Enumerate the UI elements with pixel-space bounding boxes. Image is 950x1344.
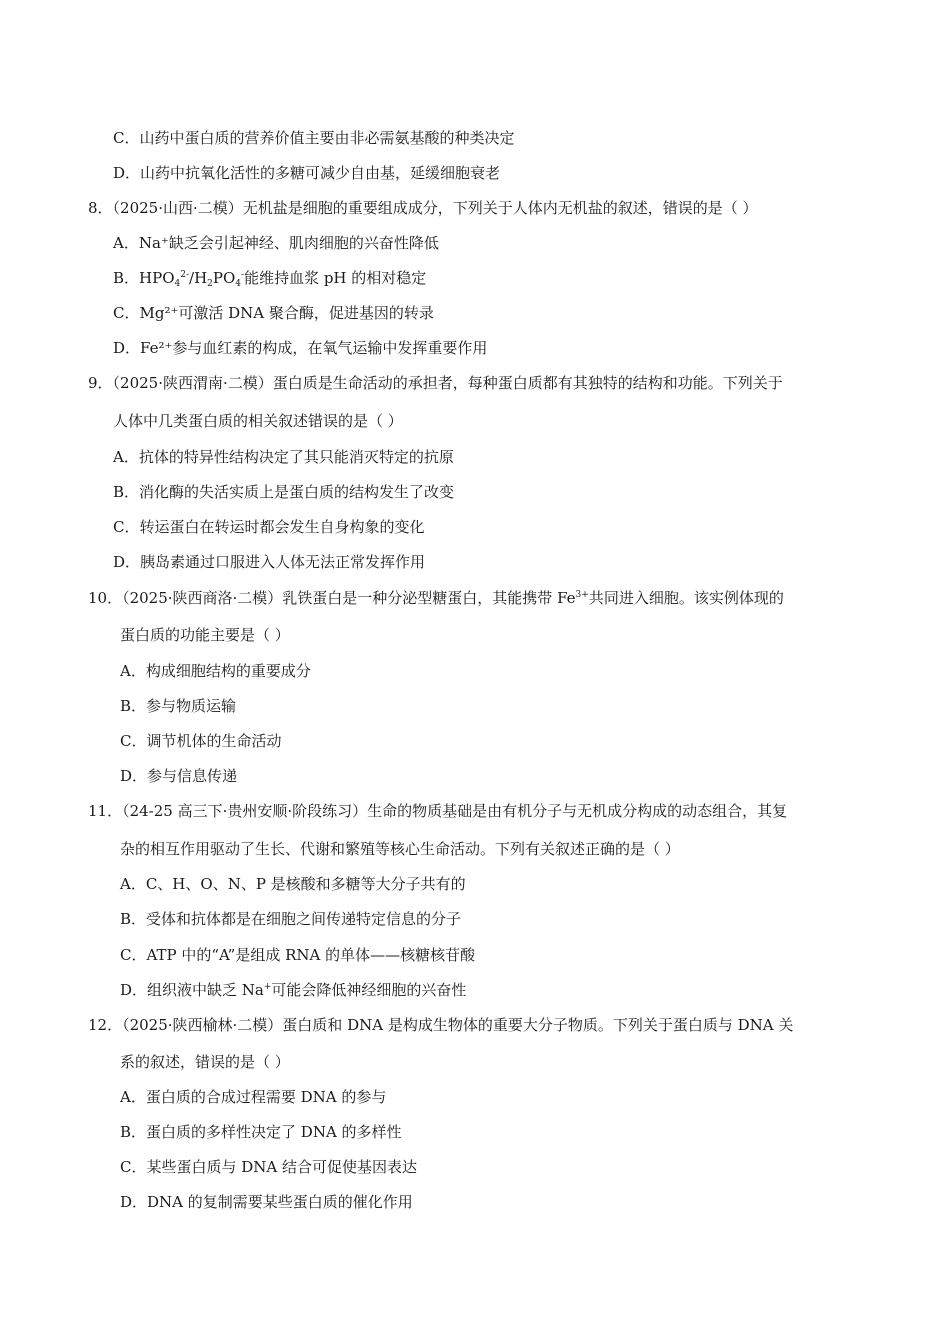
q11-option-c: C．ATP 中的“A”是组成 RNA 的单体——核糖核苷酸 xyxy=(120,946,476,964)
q9-option-a: A．抗体的特异性结构决定了其只能消灭特定的抗原 xyxy=(113,448,454,466)
q8-option-b-post: 能维持血浆 pH 的相对稳定 xyxy=(244,269,427,287)
q8-option-b-mid2: PO xyxy=(212,269,236,287)
q11-option-d-pre: D．组织液中缺乏 Na xyxy=(120,981,264,999)
q12-option-a: A．蛋白质的合成过程需要 DNA 的参与 xyxy=(120,1088,387,1106)
q8-option-c: C．Mg²⁺可激活 DNA 聚合酶，促进基因的转录 xyxy=(113,304,434,322)
q11-option-d xyxy=(120,980,466,1000)
q10-option-c: C．调节机体的生命活动 xyxy=(120,732,282,750)
q7-option-d: D．山药中抗氧化活性的多糖可减少自由基，延缓细胞衰老 xyxy=(113,164,501,182)
q8-option-b-pre: B．HPO xyxy=(113,269,175,287)
q10-stem-sup: 3+ xyxy=(575,590,589,600)
q11-stem-line1: 11．（24-25 高三下·贵州安顺·阶段练习）生命的物质基础是由有机分子与无机成分构成的动态组合，其复 xyxy=(88,802,788,820)
q8-option-b-sub1: 4 xyxy=(174,279,181,289)
q12-option-c: C．某些蛋白质与 DNA 结合可促使基因表达 xyxy=(120,1158,417,1176)
q11-option-b: B．受体和抗体都是在细胞之间传递特定信息的分子 xyxy=(120,910,462,928)
q9-option-b: B．消化酶的失活实质上是蛋白质的结构发生了改变 xyxy=(113,483,455,501)
q8-option-b-sub3: 4 xyxy=(235,279,242,289)
q8-option-b-sub2: 2 xyxy=(207,279,213,289)
q9-option-d: D．胰岛素通过口服进入人体无法正常发挥作用 xyxy=(113,553,426,571)
q12-stem-line2: 系的叙述，错误的是（ ） xyxy=(120,1053,290,1071)
q10-stem-line1 xyxy=(88,588,784,608)
q12-stem-line1: 12．（2025·陕西榆林·二模）蛋白质和 DNA 是构成生物体的重要大分子物质。下列关于蛋白质与 DNA 关 xyxy=(88,1016,794,1034)
q8-option-a: A．Na⁺缺乏会引起神经、肌肉细胞的兴奋性降低 xyxy=(113,234,439,252)
q8-option-b-sup2: - xyxy=(241,270,245,280)
q10-option-d: D．参与信息传递 xyxy=(120,767,238,785)
q8-option-b-sup1: 2- xyxy=(180,270,190,280)
q10-stem-line2: 蛋白质的功能主要是（ ） xyxy=(120,626,290,644)
q10-option-b: B．参与物质运输 xyxy=(120,697,237,715)
q10-stem-pre: 10．（2025·陕西商洛·二模）乳铁蛋白是一种分泌型糖蛋白，其能携带 Fe xyxy=(88,589,576,607)
q10-stem-post: 共同进入细胞。该实例体现的 xyxy=(588,589,784,607)
q9-stem-line1: 9．（2025·陕西渭南·二模）蛋白质是生命活动的承担者，每种蛋白质都有其独特的结构和功能。下列关于 xyxy=(88,374,783,392)
q11-option-d-sup: + xyxy=(263,982,272,992)
q8-option-b-mid: /H xyxy=(189,269,208,287)
q9-option-c: C．转运蛋白在转运时都会发生自身构象的变化 xyxy=(113,518,425,536)
q11-option-d-post: 可能会降低神经细胞的兴奋性 xyxy=(271,981,467,999)
q7-option-c: C．山药中蛋白质的营养价值主要由非必需氨基酸的种类决定 xyxy=(113,129,515,147)
q11-stem-line2: 杂的相互作用驱动了生长、代谢和繁殖等核心生命活动。下列有关叙述正确的是（ ） xyxy=(120,840,680,858)
q8-stem: 8．（2025·山西·二模）无机盐是细胞的重要组成成分，下列关于人体内无机盐的叙述，错误的是（ ） xyxy=(88,199,758,217)
q8-option-b xyxy=(113,268,426,288)
q12-option-b: B．蛋白质的多样性决定了 DNA 的多样性 xyxy=(120,1123,402,1141)
q8-option-d: D．Fe²⁺参与血红素的构成，在氧气运输中发挥重要作用 xyxy=(113,339,488,357)
q9-stem-line2: 人体中几类蛋白质的相关叙述错误的是（ ） xyxy=(113,412,403,430)
q10-option-a: A．构成细胞结构的重要成分 xyxy=(120,662,311,680)
q11-option-a: A．C、H、O、N、P 是核酸和多糖等大分子共有的 xyxy=(120,875,466,893)
q12-option-d: D．DNA 的复制需要某些蛋白质的催化作用 xyxy=(120,1193,413,1211)
